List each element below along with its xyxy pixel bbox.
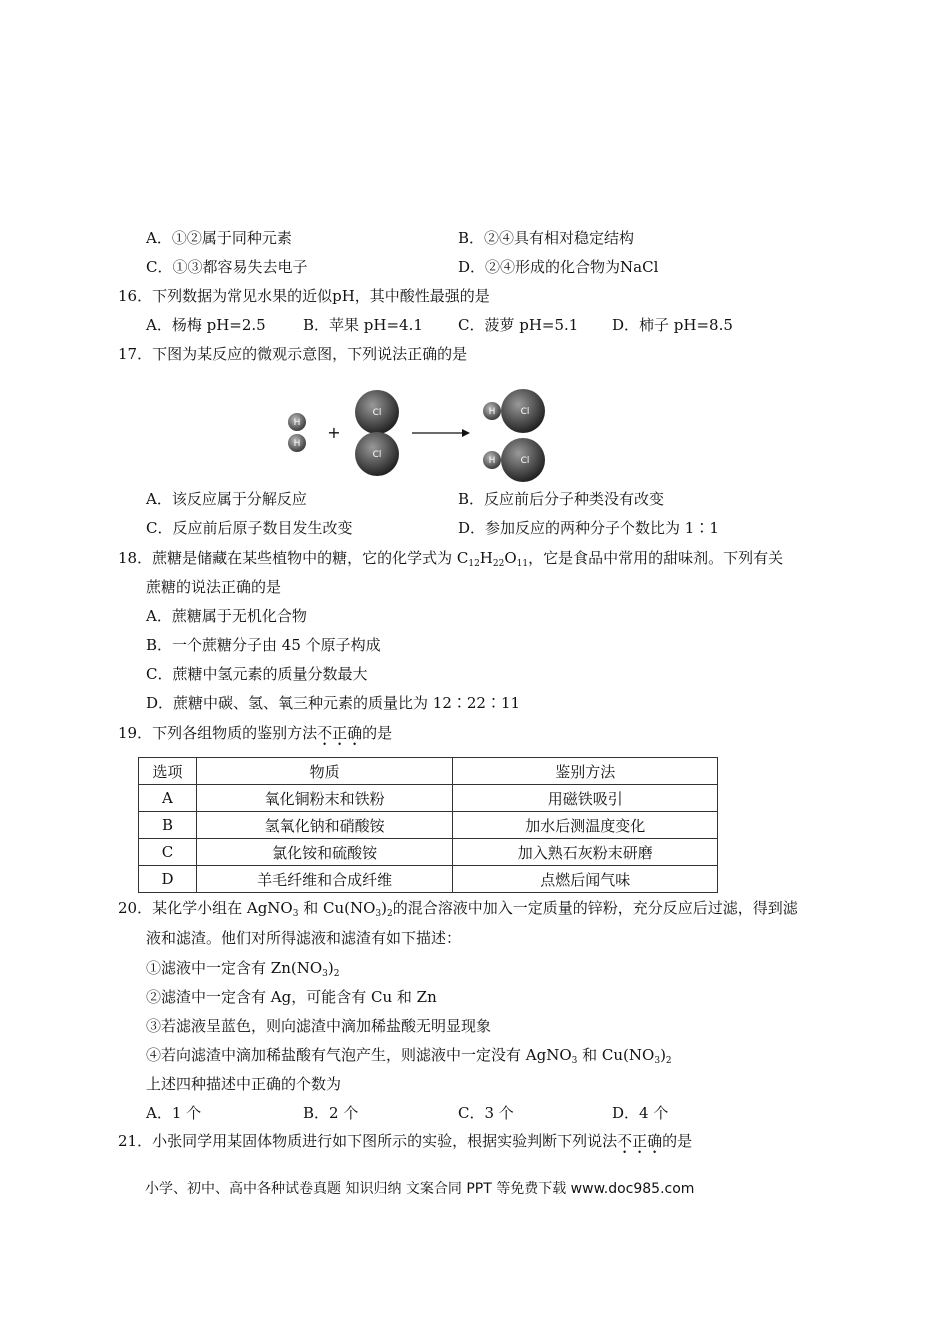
table-cell: 加入熟石灰粉末研磨 [453, 839, 718, 866]
q20-statement-3: ③若滤液呈蓝色，则向滤渣中滴加稀盐酸无明显现象 [146, 1017, 492, 1035]
q16-option-d: D．柿子 pH=8.5 [612, 316, 733, 334]
table-cell: 氯化铵和硫酸铵 [196, 839, 453, 866]
q16-option-c: C．菠萝 pH=5.1 [458, 316, 579, 334]
svg-text:H: H [293, 418, 301, 428]
table-cell: 氧化铜粉末和铁粉 [196, 785, 453, 812]
table-header: 物质 [196, 758, 453, 785]
svg-text:Cl: Cl [372, 450, 382, 460]
table-cell: D [139, 866, 197, 893]
table-header: 选项 [139, 758, 197, 785]
q18-option-b: B．一个蔗糖分子由 45 个原子构成 [146, 636, 381, 654]
svg-text:H: H [488, 456, 496, 466]
q20-statement-1: ①滤液中一定含有 $Zn(NO_3)_2$ [146, 959, 340, 979]
identification-table [138, 757, 718, 893]
table-cell: A [139, 785, 197, 812]
chlorine-molecule [355, 390, 399, 476]
q16-option-a: A．杨梅 pH=2.5 [146, 316, 266, 334]
q16-option-b: B．苹果 pH=4.1 [303, 316, 423, 334]
table-cell: B [139, 812, 197, 839]
q17-option-a: A．该反应属于分解反应 [146, 490, 307, 508]
table-cell: 加水后测温度变化 [453, 812, 718, 839]
q20-option-c: C．3 个 [458, 1104, 514, 1122]
q20-statement-4: ④若向滤渣中滴加稀盐酸有气泡产生，则滤液中一定没有 AgNO$_3$ 和 $Cu(NO_3)_2$ [146, 1046, 672, 1066]
q20-summary: 上述四种描述中正确的个数为 [146, 1075, 342, 1093]
hydrogen-chloride-molecule [483, 389, 545, 433]
table-header-row [139, 758, 718, 785]
svg-text:Cl: Cl [520, 407, 530, 417]
q15-option-a: A．①②属于同种元素 [146, 229, 292, 247]
page-footer: 小学、初中、高中各种试卷真题 知识归纳 文案合同 PPT 等免费下载 www.doc985.com [145, 1181, 695, 1197]
q15-option-d: D．②④形成的化合物为NaCl [458, 258, 659, 276]
q17-option-d: D．参加反应的两种分子个数比为 1∶1 [458, 519, 719, 537]
table-cell: C [139, 839, 197, 866]
q18-option-d: D．蔗糖中碳、氢、氧三种元素的质量比为 12∶22∶11 [146, 694, 521, 712]
q18-option-c: C．蔗糖中氢元素的质量分数最大 [146, 665, 368, 683]
q17-option-c: C．反应前后原子数目发生改变 [146, 519, 353, 537]
q20-stem-continued: 液和滤渣。他们对所得滤液和滤渣有如下描述： [146, 929, 462, 947]
q16-stem: 16．下列数据为常见水果的近似pH，其中酸性最强的是 [118, 287, 490, 305]
svg-text:Cl: Cl [372, 408, 382, 418]
table-header: 鉴别方法 [453, 758, 718, 785]
table-row [139, 839, 718, 866]
q17-option-b: B．反应前后分子种类没有改变 [458, 490, 665, 508]
q20-statement-2: ②滤渣中一定含有 Ag，可能含有 Cu 和 Zn [146, 988, 437, 1006]
table-row [139, 866, 718, 893]
svg-text:Cl: Cl [520, 456, 530, 466]
q19-stem: 19．下列各组物质的鉴别方法不正确的是 [118, 724, 393, 742]
q18-stem-continued: 蔗糖的说法正确的是 [146, 578, 282, 596]
table-cell: 羊毛纤维和合成纤维 [196, 866, 453, 893]
q20-option-d: D．4 个 [612, 1104, 669, 1122]
q20-option-a: A．1 个 [146, 1104, 202, 1122]
q20-option-b: B．2 个 [303, 1104, 359, 1122]
table-cell: 用磁铁吸引 [453, 785, 718, 812]
table-cell: 点燃后闻气味 [453, 866, 718, 893]
table-cell: 氢氧化钠和硝酸铵 [196, 812, 453, 839]
hydrogen-chloride-molecule [483, 438, 545, 482]
q15-option-c: C．①③都容易失去电子 [146, 258, 308, 276]
q21-stem: 21．小张同学用某固体物质进行如下图所示的实验，根据实验判断下列说法不正确的是 [118, 1132, 693, 1150]
q17-stem: 17．下图为某反应的微观示意图，下列说法正确的是 [118, 345, 468, 363]
q18-stem: 18．蔗糖是储藏在某些植物中的糖，它的化学式为 $C_{12}H_{22}O_{11}$，它是食品中常用的甜味剂。下列有关 [118, 549, 784, 569]
table-row [139, 812, 718, 839]
table-row [139, 785, 718, 812]
hydrogen-molecule [288, 413, 306, 452]
reaction-diagram [280, 388, 580, 488]
svg-text:H: H [488, 407, 496, 417]
svg-text:H: H [293, 439, 301, 449]
q18-option-a: A．蔗糖属于无机化合物 [146, 607, 307, 625]
q20-stem: 20．某化学小组在 AgNO$_3$ 和 $Cu(NO_3)_2$的混合溶液中加入一定质量的锌粉，充分反应后过滤，得到滤 [118, 899, 798, 919]
reaction-arrow [412, 429, 470, 437]
q15-option-b: B．②④具有相对稳定结构 [458, 229, 635, 247]
plus-sign: + [327, 423, 341, 442]
